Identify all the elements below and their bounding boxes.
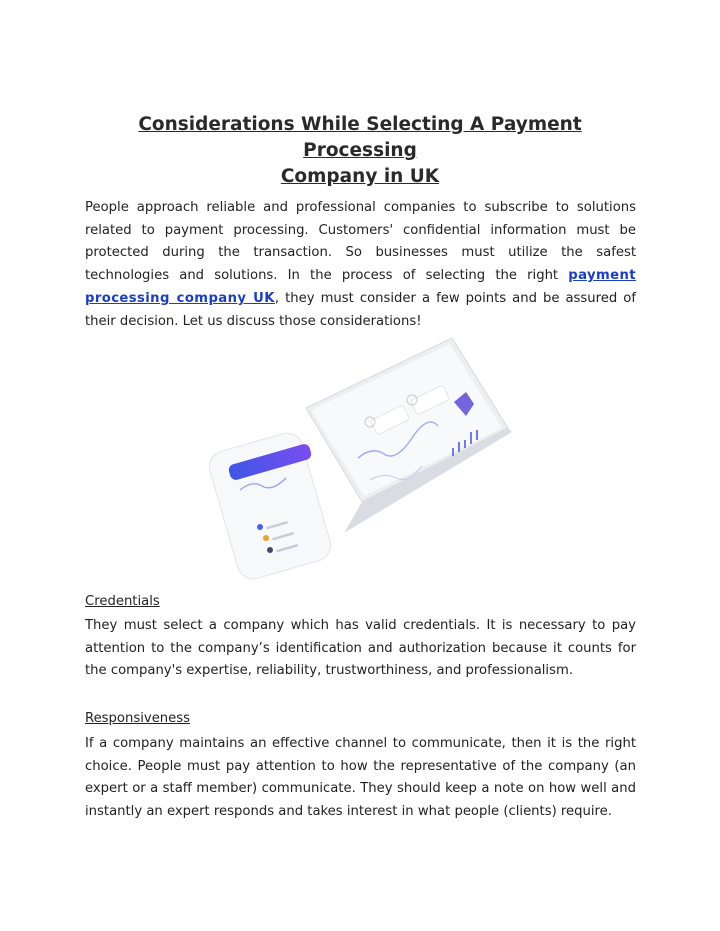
section-heading-credentials: Credentials	[85, 594, 160, 609]
payment-processing-link[interactable]: payment processing company UK	[85, 268, 636, 306]
laptop-mockup	[306, 338, 512, 533]
dashboard-devices-illustration	[200, 330, 520, 582]
section-heading-responsiveness: Responsiveness	[85, 711, 191, 726]
intro-paragraph	[85, 197, 636, 333]
section-body-responsiveness: If a company maintains an effective channel to communicate, then it is the right choice. People must pay attention to how the representative of the company (an expert or a staff member) communicate. They should keep a note on how well and instantly an expert responds and takes interest in what people (clients) require.	[85, 736, 636, 820]
intro-text-start: People approach reliable and professional companies to subscribe to solutions related to payment processing. Customers' confidential information must be protected during the transaction. So businesses must utilize the safest technologies and solutions. In the process of selecting the right	[85, 200, 636, 284]
page-title	[110, 112, 610, 190]
section-body-credentials: They must select a company which has valid credentials. It is necessary to pay attention to the company’s identification and authorization because it counts for the company's expertise, reliability, trustworthiness, and professionalism.	[85, 618, 636, 679]
title-line-2: Company in UK	[280, 166, 440, 187]
title-line-1: Considerations While Selecting A Payment Processing	[138, 114, 582, 161]
phone-mockup	[206, 429, 335, 582]
intro-text-end: , they must consider a few points and be assured of their decision. Let us discuss those considerations!	[85, 290, 637, 329]
